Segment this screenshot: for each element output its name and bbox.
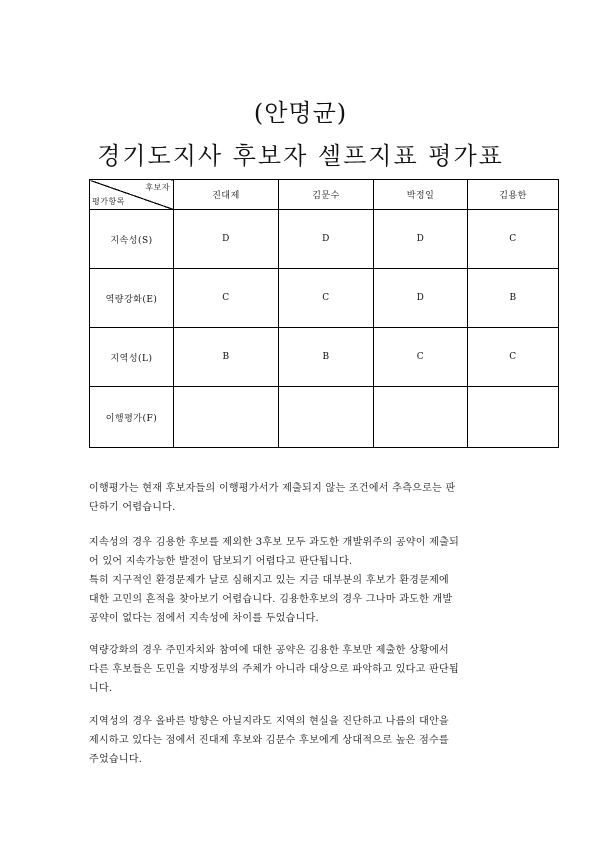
corner-candidate-label: 후보자 [145,183,170,192]
page-title: (안명균) [253,99,348,127]
text-line: 공약이 없다는 점에서 지속성에 차이를 두었습니다. [89,613,320,624]
grade-cell [174,387,279,448]
candidate-header: 김문수 [279,180,374,210]
text-line: 특히 지구적인 환경문제가 날로 심해지고 있는 지금 대부분의 후보가 환경문제에 [89,575,449,586]
evaluation-table [89,179,559,448]
table-row [90,387,559,448]
text-line: 주었습니다. [89,754,143,765]
corner-criteria-label: 평가항목 [92,197,125,206]
corner-cell [90,180,174,210]
candidate-header: 김용한 [468,180,559,210]
criteria-label: 지역성(L) [90,328,174,387]
grade-cell: C [279,269,374,328]
table-row [90,328,559,387]
text-line: 역량강화의 경우 주민자치와 참여에 대한 공약은 김용한 후보만 제출한 상황에서 [89,645,449,656]
candidate-header: 진대제 [174,180,279,210]
text-line: 니다. [89,683,113,694]
grade-cell [468,387,559,448]
paragraph-sustainability [89,533,519,628]
paragraph-implementation [89,479,519,517]
text-line: 대한 고민의 흔적을 찾아보기 어렵습니다. 김용한후보의 경우 그나마 과도한 개발 [89,594,453,605]
grade-cell: C [374,328,468,387]
criteria-label: 이행평가(F) [90,387,174,448]
grade-cell: B [279,328,374,387]
criteria-label: 지속성(S) [90,210,174,269]
table-row [90,210,559,269]
text-line: 제시하고 있다는 점에서 진대제 후보와 김문수 후보에게 상대적으로 높은 점수를 [89,735,449,746]
grade-cell: D [374,269,468,328]
table-header-row [90,180,559,210]
grade-cell: C [174,269,279,328]
grade-cell: B [174,328,279,387]
text-line: 단하기 어렵습니다. [89,502,176,513]
criteria-label: 역량강화(E) [90,269,174,328]
text-line: 지역성의 경우 올바른 방향은 아닐지라도 지역의 현실을 진단하고 나름의 대안을 [89,716,449,727]
paragraph-empowerment [89,641,519,698]
grade-cell: D [174,210,279,269]
text-line: 다른 후보들은 도민을 지방정부의 주체가 아니라 대상으로 파악하고 있다고 판단됩 [89,664,459,675]
text-line: 지속성의 경우 김용한 후보를 제외한 3후보 모두 과도한 개발위주의 공약이 제출되 [89,537,460,548]
page-subtitle: 경기도지사 후보자 셀프지표 평가표 [97,142,504,170]
table-row [90,269,559,328]
grade-cell: B [468,269,559,328]
text-line: 이행평가는 현재 후보자들의 이행평가서가 제출되지 않는 조건에서 추측으로는 판 [89,483,456,494]
text-line: 어 있어 지속가능한 발전이 담보되기 어렵다고 판단됩니다. [89,556,353,567]
grade-cell: D [279,210,374,269]
grade-cell: D [374,210,468,269]
grade-cell [279,387,374,448]
candidate-header: 박정일 [374,180,468,210]
grade-cell: C [468,328,559,387]
paragraph-locality [89,712,519,769]
grade-cell [374,387,468,448]
grade-cell: C [468,210,559,269]
